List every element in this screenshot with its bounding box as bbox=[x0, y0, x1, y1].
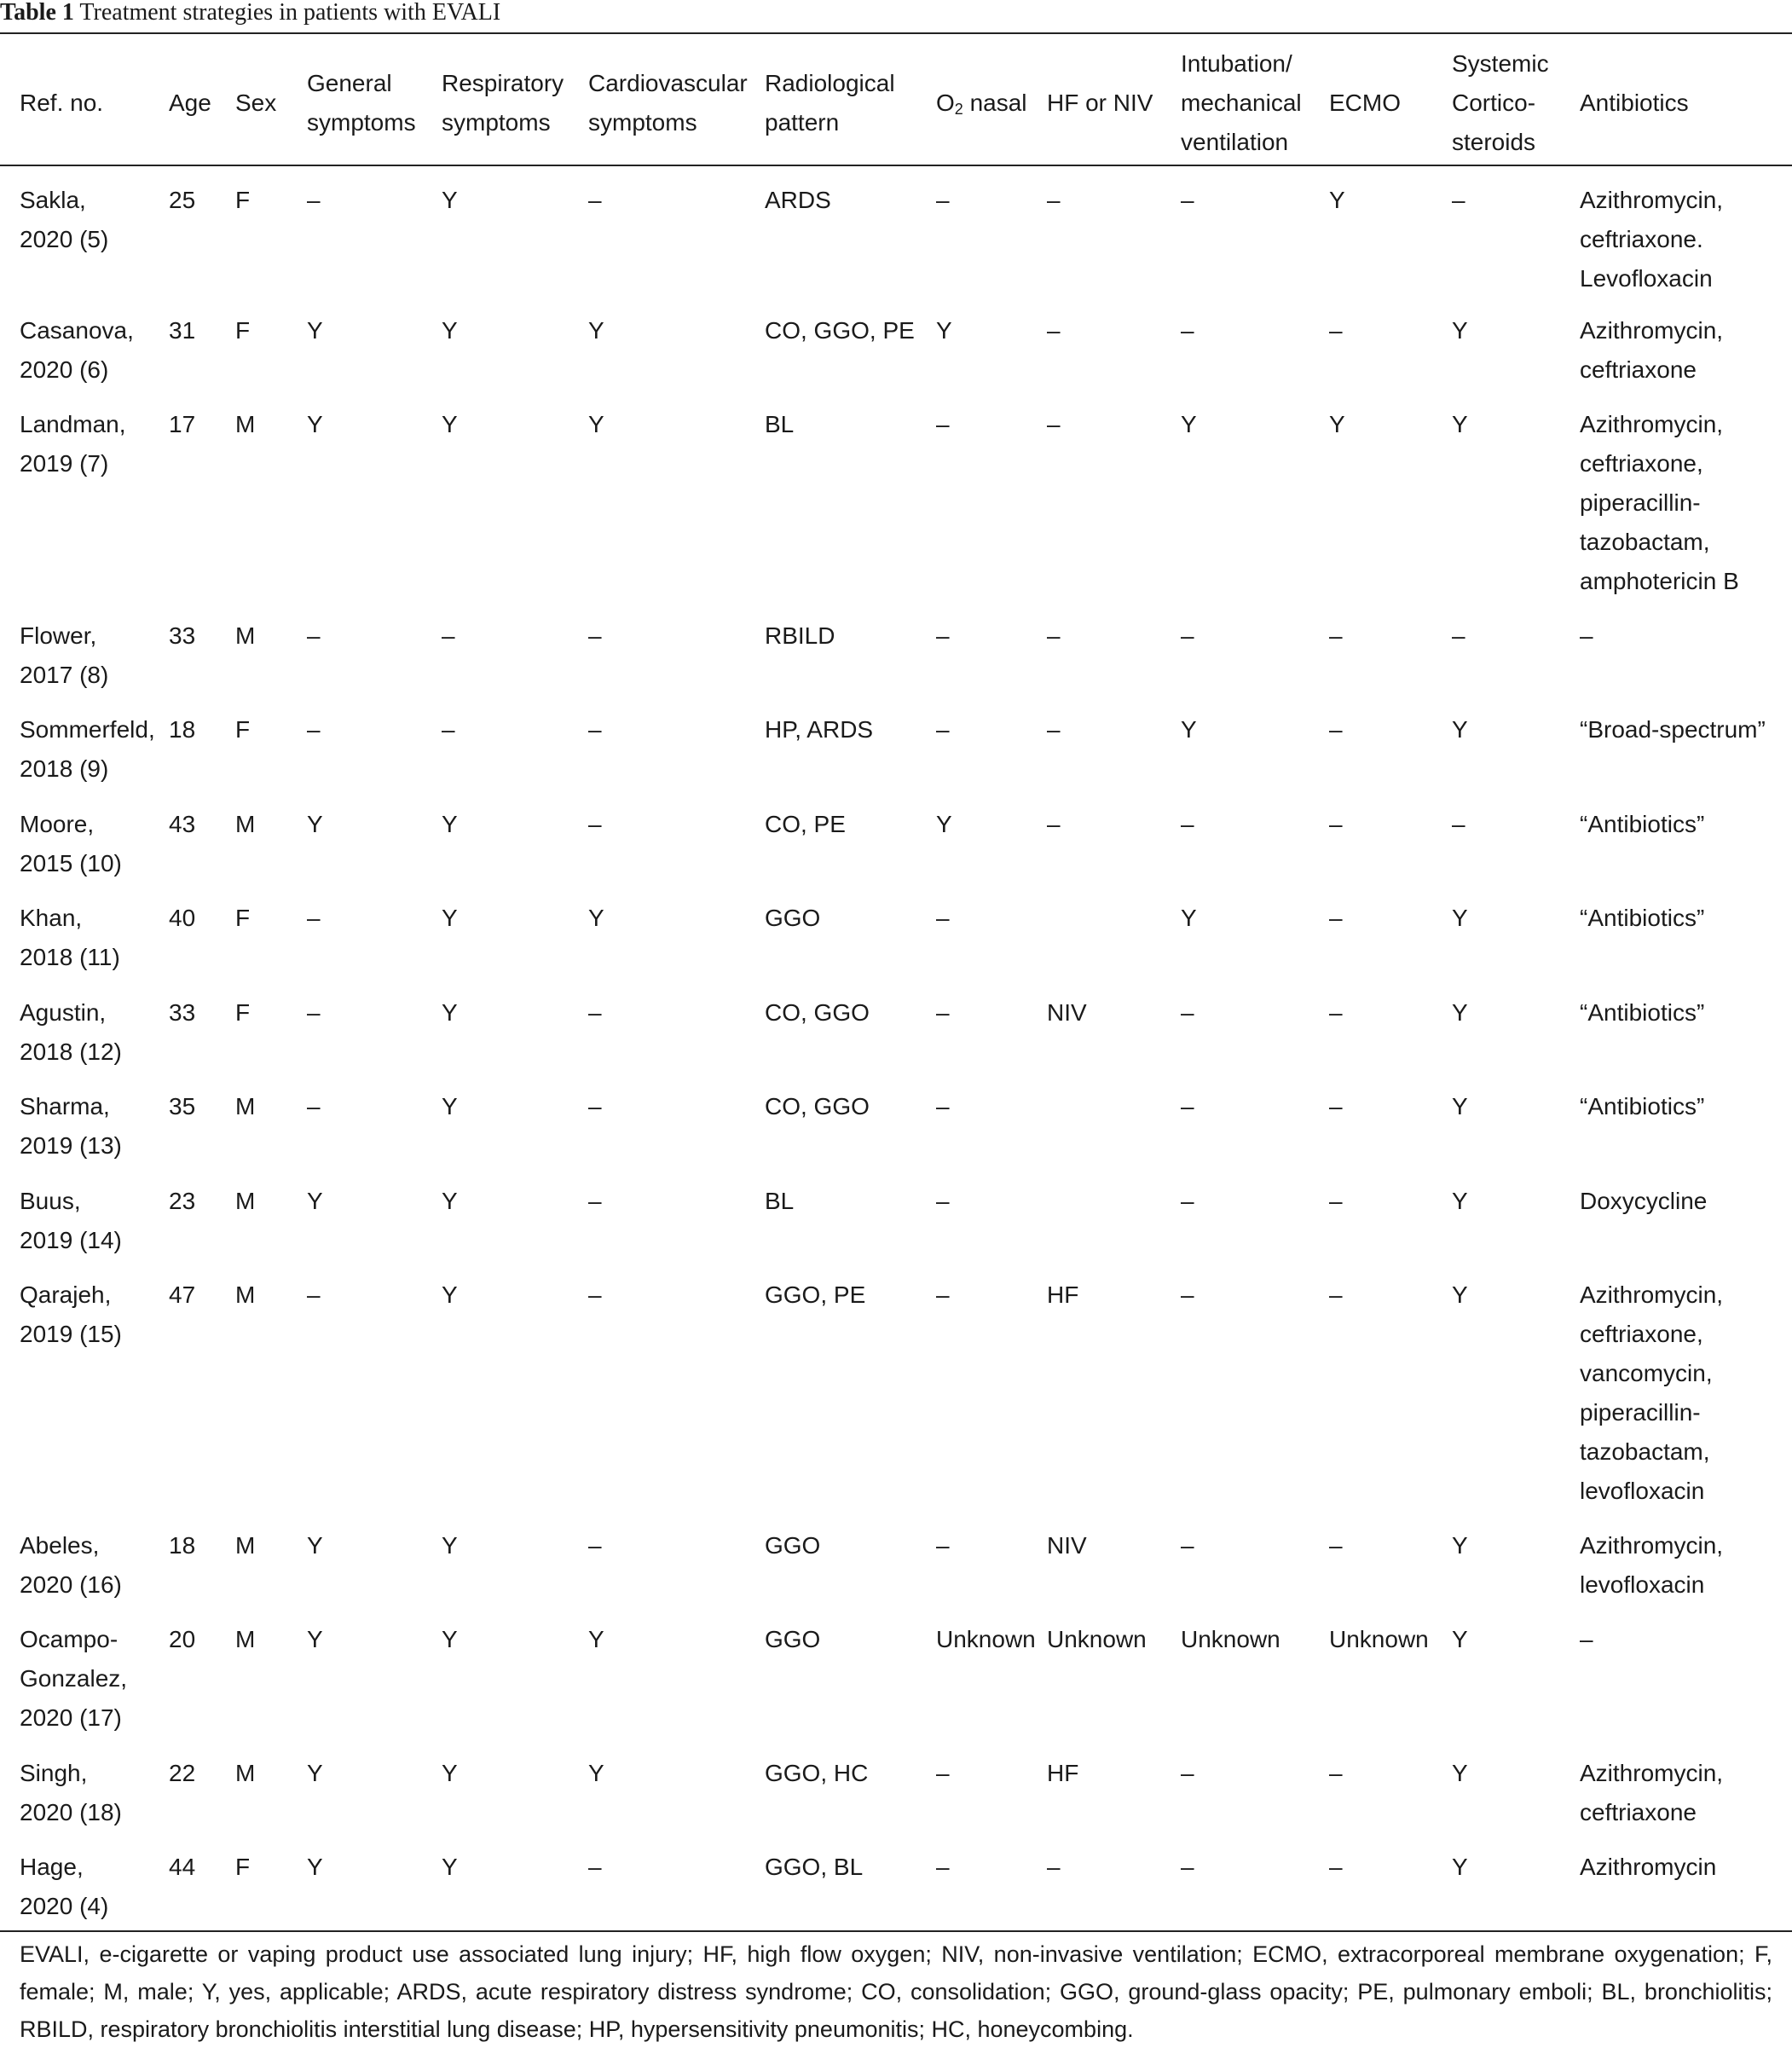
cell-antibiotics: “Antibiotics” bbox=[1580, 811, 1705, 837]
cell-sex: M bbox=[235, 622, 256, 649]
col-header: Sex bbox=[235, 90, 277, 116]
cell-ecmo: Y bbox=[1329, 411, 1345, 437]
cell-antibiotics: Azithromycin, ceftriaxone. Levofloxacin bbox=[1580, 187, 1724, 292]
table-row bbox=[0, 702, 1792, 796]
cell-sex: F bbox=[235, 187, 251, 213]
cell-antibiotics: Azithromycin, ceftriaxone, piperacillin- tazobactam, amphotericin B bbox=[1580, 411, 1739, 594]
cell-general: – bbox=[307, 1093, 321, 1119]
cell-o2: – bbox=[936, 1854, 950, 1880]
cell-sex: M bbox=[235, 1760, 256, 1786]
cell-ref: Hage, 2020 (4) bbox=[20, 1854, 109, 1919]
cell-sex: M bbox=[235, 1281, 256, 1308]
table-row bbox=[0, 890, 1792, 985]
cell-steroids: Y bbox=[1452, 716, 1468, 743]
cell-antibiotics: “Antibiotics” bbox=[1580, 1093, 1705, 1119]
cell-radiological: GGO bbox=[765, 1626, 821, 1652]
cell-ref: Sharma, 2019 (13) bbox=[20, 1093, 122, 1159]
cell-ecmo: – bbox=[1329, 1281, 1343, 1308]
cell-general: Y bbox=[307, 411, 323, 437]
cell-age: 17 bbox=[169, 411, 196, 437]
cell-respiratory: – bbox=[442, 716, 455, 743]
table-row bbox=[0, 169, 1792, 303]
cell-cardiovascular: – bbox=[588, 1532, 602, 1559]
cell-respiratory: Y bbox=[442, 1854, 458, 1880]
cell-intubation: – bbox=[1181, 1093, 1194, 1119]
cell-steroids: Y bbox=[1452, 1854, 1468, 1880]
cell-steroids: Y bbox=[1452, 1626, 1468, 1652]
table-row bbox=[0, 1611, 1792, 1745]
cell-hf-niv: Unknown bbox=[1047, 1626, 1147, 1652]
cell-hf-niv bbox=[1027, 890, 1161, 985]
cell-cardiovascular: – bbox=[588, 1281, 602, 1308]
cell-cardiovascular: Y bbox=[588, 905, 604, 931]
cell-ref: Abeles, 2020 (16) bbox=[20, 1532, 122, 1598]
cell-o2: – bbox=[936, 187, 950, 213]
table-row bbox=[0, 1079, 1792, 1173]
table-row bbox=[0, 303, 1792, 396]
cell-respiratory: Y bbox=[442, 1281, 458, 1308]
cell-ref: Landman, 2019 (7) bbox=[20, 411, 126, 477]
cell-hf-niv: – bbox=[1047, 716, 1061, 743]
cell-hf-niv: NIV bbox=[1047, 1532, 1087, 1559]
table-row bbox=[0, 608, 1792, 702]
col-header: ECMO bbox=[1329, 90, 1401, 116]
cell-age: 23 bbox=[169, 1188, 196, 1214]
cell-hf-niv: – bbox=[1047, 411, 1061, 437]
table-footnote: EVALI, e-cigarette or vaping product use associated lung injury; HF, high flow oxygen; NIV, non-invasive ventilation; ECMO, extracorporeal membrane oxygenation; F, female; M, male; Y, yes, applicable; ARDS, acute respiratory distress syndrome; CO, consolidation; GGO, ground-glass opacity; PE, pulmonary emboli; BL, bronchiolitis; RBILD, respiratory bronchiolitis interstitial lung disease; HP, hypersensitivity pneumonitis; HC, honeycombing. bbox=[20, 1941, 1772, 2042]
cell-sex: F bbox=[235, 317, 251, 344]
cell-cardiovascular: – bbox=[588, 999, 602, 1026]
cell-ref: Khan, 2018 (11) bbox=[20, 905, 120, 970]
cell-ref: Singh, 2020 (18) bbox=[20, 1760, 122, 1825]
cell-antibiotics: “Broad-spectrum” bbox=[1580, 716, 1766, 743]
cell-ecmo: – bbox=[1329, 905, 1343, 931]
table-row bbox=[0, 1267, 1792, 1518]
cell-o2: – bbox=[936, 1093, 950, 1119]
cell-steroids: Y bbox=[1452, 1093, 1468, 1119]
cell-intubation: Y bbox=[1181, 411, 1197, 437]
cell-antibiotics: Azithromycin, ceftriaxone bbox=[1580, 317, 1724, 383]
cell-general: – bbox=[307, 1281, 321, 1308]
cell-o2: – bbox=[936, 411, 950, 437]
cell-radiological: HP, ARDS bbox=[765, 716, 874, 743]
cell-respiratory: Y bbox=[442, 187, 458, 213]
cell-o2: – bbox=[936, 1188, 950, 1214]
cell-intubation: – bbox=[1181, 622, 1194, 649]
table-caption bbox=[0, 0, 500, 32]
table-row bbox=[0, 1745, 1792, 1839]
cell-general: Y bbox=[307, 811, 323, 837]
cell-sex: M bbox=[235, 811, 256, 837]
cell-respiratory: Y bbox=[442, 811, 458, 837]
col-header: Age bbox=[169, 90, 211, 116]
table-row bbox=[0, 1839, 1792, 1926]
cell-respiratory: Y bbox=[442, 1626, 458, 1652]
table-title: Treatment strategies in patients with EVALI bbox=[79, 0, 501, 26]
cell-ecmo: – bbox=[1329, 1188, 1343, 1214]
cell-sex: M bbox=[235, 1093, 256, 1119]
cell-antibiotics: Azithromycin, ceftriaxone bbox=[1580, 1760, 1724, 1825]
cell-antibiotics: Azithromycin, ceftriaxone, vancomycin, piperacillin- tazobactam, levofloxacin bbox=[1580, 1281, 1724, 1504]
cell-general: Y bbox=[307, 1188, 323, 1214]
col-header: Intubation/ mechanical ventilation bbox=[1181, 50, 1302, 155]
cell-respiratory: Y bbox=[442, 1093, 458, 1119]
table-row bbox=[0, 985, 1792, 1079]
cell-antibiotics: – bbox=[1580, 622, 1593, 649]
cell-respiratory: Y bbox=[442, 411, 458, 437]
cell-ref: Casanova, 2020 (6) bbox=[20, 317, 134, 383]
cell-sex: F bbox=[235, 716, 251, 743]
cell-ecmo: – bbox=[1329, 622, 1343, 649]
cell-age: 18 bbox=[169, 716, 196, 743]
cell-sex: F bbox=[235, 1854, 251, 1880]
cell-cardiovascular: Y bbox=[588, 411, 604, 437]
cell-respiratory: Y bbox=[442, 317, 458, 344]
cell-ref: Buus, 2019 (14) bbox=[20, 1188, 122, 1253]
cell-antibiotics: “Antibiotics” bbox=[1580, 999, 1705, 1026]
cell-respiratory: Y bbox=[442, 999, 458, 1026]
cell-ref: Ocampo- Gonzalez, 2020 (17) bbox=[20, 1626, 128, 1731]
cell-steroids: Y bbox=[1452, 999, 1468, 1026]
cell-intubation: Y bbox=[1181, 716, 1197, 743]
col-header: Antibiotics bbox=[1580, 90, 1689, 116]
cell-intubation: Unknown bbox=[1181, 1626, 1280, 1652]
cell-intubation: – bbox=[1181, 811, 1194, 837]
cell-general: – bbox=[307, 187, 321, 213]
cell-cardiovascular: – bbox=[588, 187, 602, 213]
cell-steroids: – bbox=[1452, 622, 1465, 649]
cell-o2: Y bbox=[936, 811, 952, 837]
col-header: General symptoms bbox=[307, 70, 416, 136]
cell-age: 35 bbox=[169, 1093, 196, 1119]
cell-general: Y bbox=[307, 1854, 323, 1880]
cell-o2: – bbox=[936, 1760, 950, 1786]
cell-general: – bbox=[307, 905, 321, 931]
cell-cardiovascular: Y bbox=[588, 1626, 604, 1652]
cell-general: Y bbox=[307, 1626, 323, 1652]
cell-hf-niv: HF bbox=[1047, 1281, 1079, 1308]
cell-o2: – bbox=[936, 1281, 950, 1308]
cell-ecmo: – bbox=[1329, 1760, 1343, 1786]
cell-hf-niv: – bbox=[1047, 187, 1061, 213]
cell-cardiovascular: – bbox=[588, 622, 602, 649]
cell-radiological: BL bbox=[765, 1188, 795, 1214]
cell-intubation: – bbox=[1181, 1532, 1194, 1559]
cell-age: 33 bbox=[169, 622, 196, 649]
table-row bbox=[0, 796, 1792, 890]
cell-o2: – bbox=[936, 622, 950, 649]
cell-radiological: ARDS bbox=[765, 187, 831, 213]
cell-ecmo: – bbox=[1329, 999, 1343, 1026]
cell-general: – bbox=[307, 716, 321, 743]
col-header-o2-nasal: $O_2$ nasal bbox=[936, 90, 1027, 118]
cell-general: Y bbox=[307, 1760, 323, 1786]
cell-ref: Sommerfeld, 2018 (9) bbox=[20, 716, 155, 782]
cell-ecmo: – bbox=[1329, 1854, 1343, 1880]
cell-intubation: – bbox=[1181, 1854, 1194, 1880]
cell-radiological: GGO, BL bbox=[765, 1854, 864, 1880]
table-row bbox=[0, 1518, 1792, 1611]
cell-respiratory: – bbox=[442, 622, 455, 649]
cell-ecmo: Y bbox=[1329, 187, 1345, 213]
treatment-table bbox=[0, 34, 1792, 1926]
cell-age: 40 bbox=[169, 905, 196, 931]
cell-hf-niv: – bbox=[1047, 317, 1061, 344]
cell-intubation: Y bbox=[1181, 905, 1197, 931]
cell-sex: M bbox=[235, 1188, 256, 1214]
cell-radiological: GGO bbox=[765, 1532, 821, 1559]
table-row bbox=[0, 396, 1792, 608]
cell-o2: – bbox=[936, 905, 950, 931]
col-header: HF or NIV bbox=[1047, 90, 1153, 116]
cell-sex: F bbox=[235, 905, 251, 931]
cell-respiratory: Y bbox=[442, 905, 458, 931]
cell-age: 20 bbox=[169, 1626, 196, 1652]
cell-radiological: CO, PE bbox=[765, 811, 846, 837]
cell-ref: Agustin, 2018 (12) bbox=[20, 999, 122, 1065]
cell-radiological: BL bbox=[765, 411, 795, 437]
cell-cardiovascular: – bbox=[588, 811, 602, 837]
cell-intubation: – bbox=[1181, 999, 1194, 1026]
bottom-rule bbox=[0, 1930, 1792, 1932]
cell-cardiovascular: Y bbox=[588, 317, 604, 344]
cell-hf-niv: HF bbox=[1047, 1760, 1079, 1786]
col-header: Respiratory symptoms bbox=[442, 70, 564, 136]
cell-respiratory: Y bbox=[442, 1532, 458, 1559]
cell-respiratory: Y bbox=[442, 1760, 458, 1786]
cell-age: 47 bbox=[169, 1281, 196, 1308]
cell-antibiotics: Azithromycin, levofloxacin bbox=[1580, 1532, 1724, 1598]
cell-respiratory: Y bbox=[442, 1188, 458, 1214]
cell-cardiovascular: – bbox=[588, 716, 602, 743]
cell-age: 31 bbox=[169, 317, 196, 344]
cell-steroids: Y bbox=[1452, 905, 1468, 931]
cell-ref: Flower, 2017 (8) bbox=[20, 622, 109, 688]
cell-age: 43 bbox=[169, 811, 196, 837]
cell-steroids: Y bbox=[1452, 1281, 1468, 1308]
cell-ecmo: – bbox=[1329, 811, 1343, 837]
cell-steroids: – bbox=[1452, 187, 1465, 213]
cell-ref: Qarajeh, 2019 (15) bbox=[20, 1281, 122, 1347]
cell-sex: F bbox=[235, 999, 251, 1026]
cell-steroids: Y bbox=[1452, 1760, 1468, 1786]
cell-cardiovascular: – bbox=[588, 1854, 602, 1880]
cell-cardiovascular: – bbox=[588, 1188, 602, 1214]
cell-steroids: Y bbox=[1452, 1188, 1468, 1214]
cell-radiological: CO, GGO, PE bbox=[765, 317, 915, 344]
cell-cardiovascular: Y bbox=[588, 1760, 604, 1786]
cell-steroids: Y bbox=[1452, 317, 1468, 344]
cell-hf-niv bbox=[1027, 1079, 1161, 1173]
cell-hf-niv: NIV bbox=[1047, 999, 1087, 1026]
table-row bbox=[0, 1173, 1792, 1267]
table-label: Table 1 bbox=[0, 0, 74, 26]
cell-hf-niv: – bbox=[1047, 1854, 1061, 1880]
col-header: Cardiovascular symptoms bbox=[588, 70, 748, 136]
cell-radiological: RBILD bbox=[765, 622, 835, 649]
cell-o2: Unknown bbox=[936, 1626, 1036, 1652]
cell-o2: Y bbox=[936, 317, 952, 344]
cell-ecmo: – bbox=[1329, 317, 1343, 344]
cell-sex: M bbox=[235, 1626, 256, 1652]
cell-age: 25 bbox=[169, 187, 196, 213]
cell-radiological: CO, GGO bbox=[765, 1093, 870, 1119]
cell-ref: Moore, 2015 (10) bbox=[20, 811, 122, 876]
cell-age: 44 bbox=[169, 1854, 196, 1880]
cell-intubation: – bbox=[1181, 1760, 1194, 1786]
col-header: Radiological pattern bbox=[765, 70, 895, 136]
cell-ecmo: – bbox=[1329, 1532, 1343, 1559]
cell-intubation: – bbox=[1181, 1188, 1194, 1214]
cell-antibiotics: – bbox=[1580, 1626, 1593, 1652]
cell-antibiotics: Azithromycin bbox=[1580, 1854, 1717, 1880]
cell-general: – bbox=[307, 622, 321, 649]
cell-steroids: Y bbox=[1452, 411, 1468, 437]
cell-o2: – bbox=[936, 1532, 950, 1559]
cell-general: Y bbox=[307, 1532, 323, 1559]
cell-sex: M bbox=[235, 1532, 256, 1559]
cell-antibiotics: “Antibiotics” bbox=[1580, 905, 1705, 931]
cell-steroids: Y bbox=[1452, 1532, 1468, 1559]
col-header: Systemic Cortico- steroids bbox=[1452, 50, 1549, 155]
cell-hf-niv bbox=[1027, 1173, 1161, 1267]
cell-hf-niv: – bbox=[1047, 622, 1061, 649]
cell-age: 33 bbox=[169, 999, 196, 1026]
cell-ref: Sakla, 2020 (5) bbox=[20, 187, 109, 252]
cell-radiological: GGO bbox=[765, 905, 821, 931]
cell-general: Y bbox=[307, 317, 323, 344]
cell-steroids: – bbox=[1452, 811, 1465, 837]
cell-antibiotics: Doxycycline bbox=[1580, 1188, 1708, 1214]
cell-intubation: – bbox=[1181, 187, 1194, 213]
col-header: Ref. no. bbox=[20, 90, 104, 116]
cell-radiological: CO, GGO bbox=[765, 999, 870, 1026]
cell-hf-niv: – bbox=[1047, 811, 1061, 837]
cell-ecmo: – bbox=[1329, 716, 1343, 743]
cell-o2: – bbox=[936, 999, 950, 1026]
header-row bbox=[0, 34, 1792, 169]
cell-intubation: – bbox=[1181, 1281, 1194, 1308]
cell-age: 18 bbox=[169, 1532, 196, 1559]
cell-radiological: GGO, HC bbox=[765, 1760, 869, 1786]
cell-sex: M bbox=[235, 411, 256, 437]
cell-age: 22 bbox=[169, 1760, 196, 1786]
cell-radiological: GGO, PE bbox=[765, 1281, 866, 1308]
cell-ecmo: Unknown bbox=[1329, 1626, 1429, 1652]
cell-cardiovascular: – bbox=[588, 1093, 602, 1119]
cell-o2: – bbox=[936, 716, 950, 743]
cell-ecmo: – bbox=[1329, 1093, 1343, 1119]
cell-intubation: – bbox=[1181, 317, 1194, 344]
cell-general: – bbox=[307, 999, 321, 1026]
